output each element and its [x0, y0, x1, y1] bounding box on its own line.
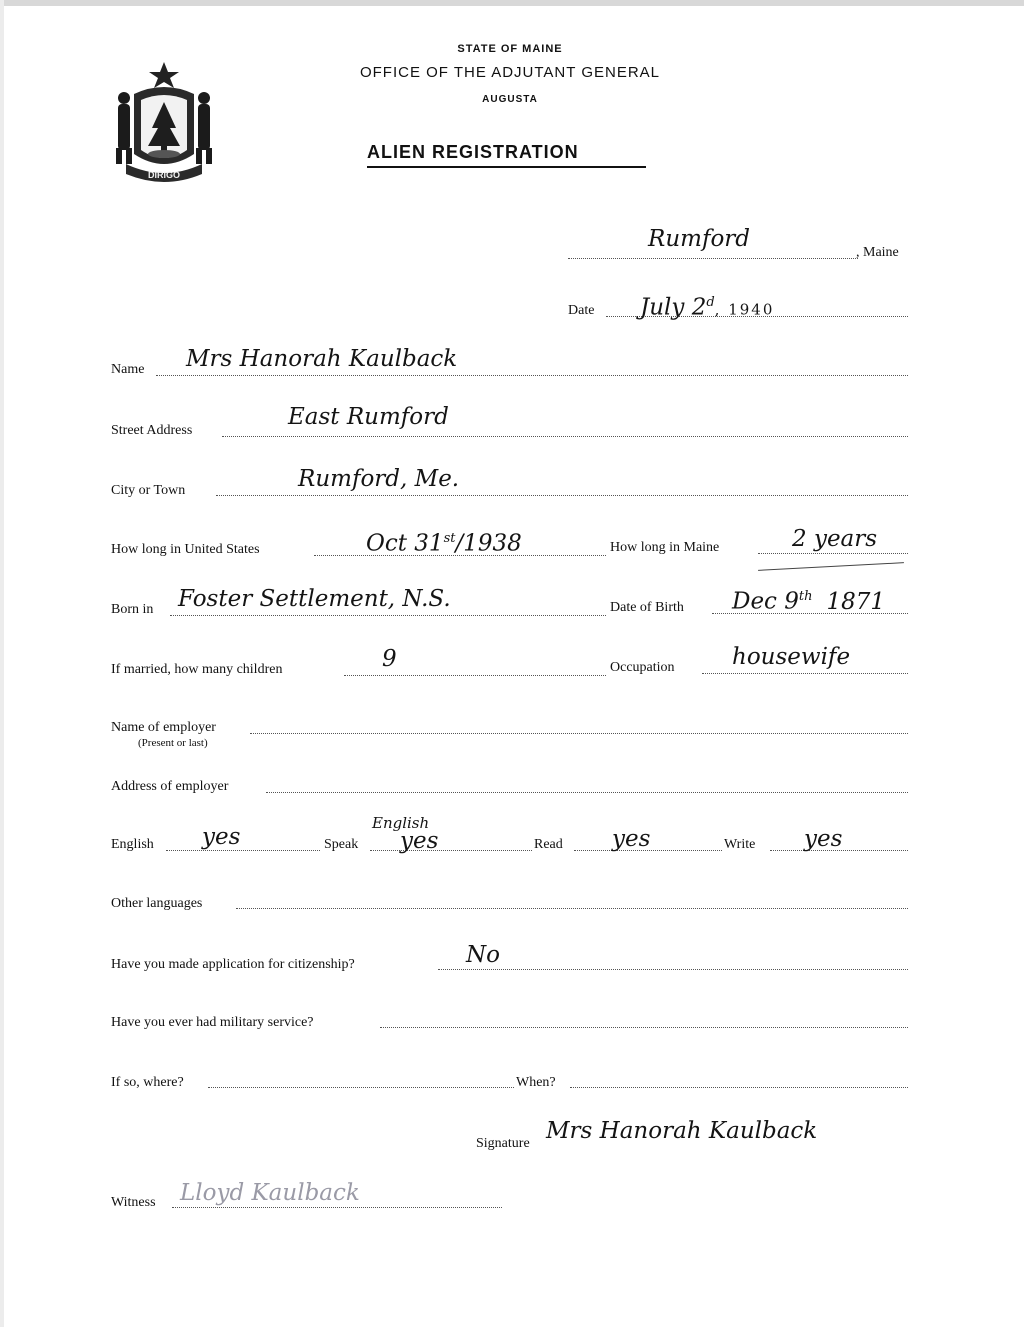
header-city: AUGUSTA [482, 94, 538, 105]
dob-suffix: th [798, 589, 813, 604]
when-line [570, 1087, 908, 1088]
occupation-value: housewife [732, 644, 851, 670]
city-label: City or Town [111, 483, 186, 498]
when-label: When? [516, 1075, 556, 1090]
military-label: Have you ever had military service? [111, 1015, 314, 1030]
employer-address-line [266, 792, 908, 793]
maine-duration-value: 2 years [792, 526, 878, 552]
place-suffix-label: , Maine [856, 245, 899, 260]
name-value: Mrs Hanorah Kaulback [186, 346, 458, 372]
street-value: East Rumford [288, 404, 449, 430]
write-label: Write [724, 837, 756, 852]
born-label: Born in [111, 602, 154, 617]
date-value [640, 290, 774, 323]
us-duration-suffix: st [443, 531, 456, 546]
dob-date: Dec 9 [732, 588, 799, 615]
title-underline [367, 166, 646, 168]
occupation-line [702, 673, 908, 674]
english-label: English [111, 837, 154, 852]
name-label: Name [111, 362, 145, 377]
us-duration-year: /1938 [455, 530, 522, 557]
employer-line [250, 733, 908, 734]
write-value: yes [804, 826, 843, 852]
date-suffix: d [706, 295, 715, 310]
scan-edge-left [0, 0, 4, 1327]
other-languages-label: Other languages [111, 896, 203, 911]
header-state: STATE OF MAINE [457, 43, 563, 55]
occupation-label: Occupation [610, 660, 675, 675]
employer-label: Name of employer [111, 720, 216, 735]
english-line [166, 850, 320, 851]
maine-duration-label: How long in Maine [610, 540, 720, 555]
where-label: If so, where? [111, 1075, 184, 1090]
city-line [216, 495, 908, 496]
us-duration-value [366, 526, 522, 557]
born-value: Foster Settlement, N.S. [178, 586, 451, 612]
dob-value [732, 584, 885, 615]
children-value: 9 [382, 646, 397, 672]
place-value: Rumford [648, 226, 751, 252]
citizenship-line [438, 969, 908, 970]
born-line [170, 615, 606, 616]
citizenship-value: No [466, 942, 500, 968]
other-languages-line [236, 908, 908, 909]
street-label: Street Address [111, 423, 193, 438]
signature-label: Signature [476, 1136, 530, 1151]
name-line [156, 375, 908, 376]
seal-motto: DIRIGO [147, 170, 181, 180]
scan-edge-top [0, 0, 1024, 6]
street-line [222, 436, 908, 437]
us-duration-date: Oct 31 [366, 530, 444, 557]
read-value: yes [612, 826, 651, 852]
citizenship-label: Have you made application for citizenship? [111, 957, 355, 972]
date-year: , 1940 [714, 300, 775, 319]
children-label: If married, how many children [111, 662, 283, 677]
maine-duration-line [758, 553, 908, 554]
place-line [568, 258, 858, 259]
form-title: ALIEN REGISTRATION [367, 142, 579, 162]
pen-stroke [758, 562, 904, 571]
witness-value: Lloyd Kaulback [180, 1180, 360, 1206]
witness-line [172, 1207, 502, 1208]
speak-line [370, 850, 532, 851]
witness-label: Witness [111, 1195, 156, 1210]
speak-label: Speak [324, 837, 359, 852]
read-label: Read [534, 837, 563, 852]
dob-year: 1871 [826, 588, 886, 615]
employer-sub-label: (Present or last) [138, 737, 208, 749]
us-duration-label: How long in United States [111, 542, 260, 557]
where-line [208, 1087, 514, 1088]
dob-label: Date of Birth [610, 600, 684, 615]
state-seal-icon [108, 58, 220, 188]
speak-value-over: English [372, 814, 430, 832]
english-value: yes [202, 824, 241, 850]
speak-value: yes [400, 828, 439, 854]
city-value: Rumford, Me. [298, 466, 460, 492]
signature-value: Mrs Hanorah Kaulback [546, 1118, 818, 1144]
date-label: Date [568, 303, 595, 318]
header-office: OFFICE OF THE ADJUTANT GENERAL [359, 64, 661, 81]
children-line [344, 675, 606, 676]
employer-address-label: Address of employer [111, 779, 229, 794]
date-month: July 2 [640, 294, 707, 321]
military-line [380, 1027, 908, 1028]
